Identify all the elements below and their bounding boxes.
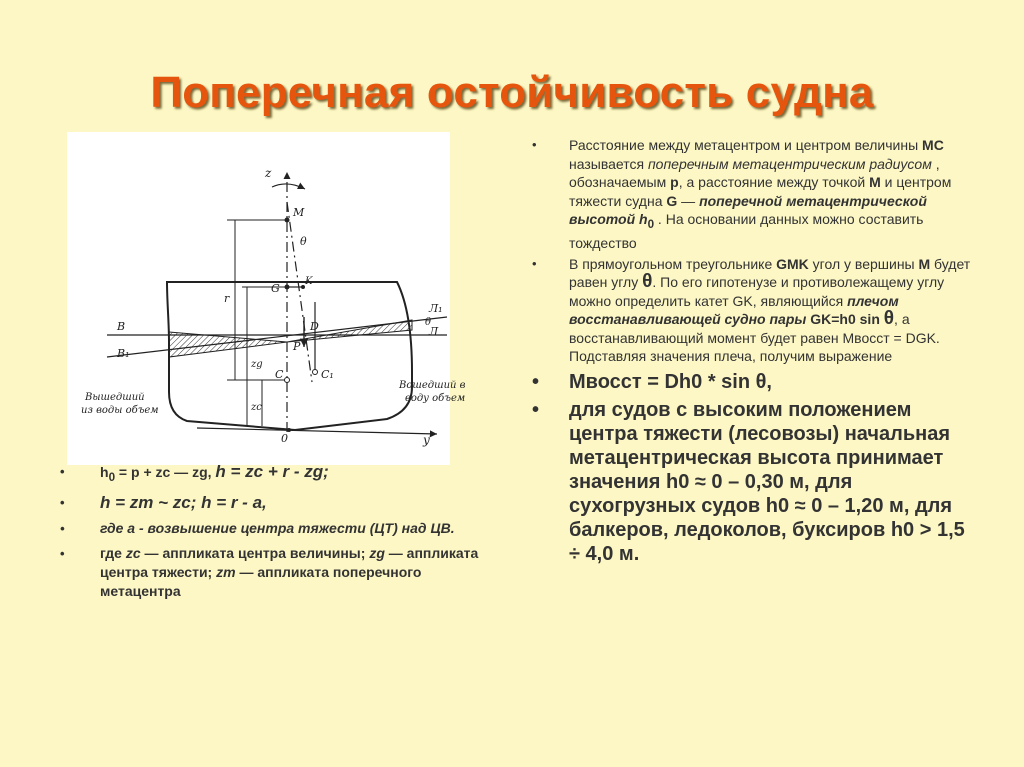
label-out-2: из воды объем [81, 405, 159, 416]
bullet-icon: • [60, 494, 65, 510]
point-C1 [313, 370, 318, 375]
label-zc: zc [251, 402, 262, 413]
left-item-4: • где zc — аппликата центра величины; zg — аппликата центра тяжести; zm — аппликата поперечного метацентра [60, 544, 479, 599]
label-out-1: Вышедший [85, 392, 145, 403]
point-M [285, 218, 290, 223]
right-item-4: • для судов с высоким положением центра тяжести (лесовозы) начальная метацентрическая высота принимает значения h0 ≈ 0 – 0,30 м, для сухогрузных судов h0 ≈ 0 – 1,20 м, для балкеров, ледоколов, буксиров h0 > 1,5 ÷ 4,0 м. [532, 398, 965, 565]
label-theta: θ [300, 235, 307, 248]
bullet-icon: • [60, 464, 65, 479]
bullet-icon: • [532, 398, 540, 421]
bullet-icon: • [60, 545, 65, 561]
label-K: K [305, 276, 313, 287]
left-item-2: • h = zm ~ zc; h = r - a, [60, 492, 267, 512]
left-formula-list [60, 462, 480, 607]
label-G: G [271, 282, 280, 295]
heel-arc [272, 184, 305, 189]
bullet-icon: • [532, 370, 540, 393]
label-in-1: Вошедший в [399, 380, 466, 391]
inclined-axis [287, 202, 312, 382]
label-C: C [275, 368, 284, 381]
point-C [285, 378, 290, 383]
label-y: y [423, 433, 430, 447]
formula-h: h = zc + r - zg; [215, 462, 329, 481]
stability-diagram [67, 132, 466, 465]
left-item-1: • $h_0 = р$ + zс — zg, h = zc + r - zg; [60, 462, 329, 484]
bullet-icon: • [532, 255, 537, 271]
slide-title: Поперечная остойчивость судна [150, 68, 874, 117]
right-item-2: • В прямоугольном треугольнике GMK угол у вершины М будет равен углу θ. По его гипотенузе и противолежащему углу можно определить катет GK, являющийся плечом восстанавливающей судно пары GK=h0 sin θ, а восстанавливающий момент будет равен Мвосст = DGK. Подставляя значения плеча, получим выражение [532, 255, 971, 365]
label-z: z [265, 166, 272, 180]
label-P: P [293, 340, 301, 353]
label-D: D [310, 320, 319, 333]
point-G [285, 285, 290, 290]
emerged-wedge [169, 332, 287, 357]
hull-outline [167, 282, 412, 430]
label-B1: B₁ [117, 347, 130, 360]
axis-y [197, 428, 437, 434]
stability-diagram-svg [67, 132, 466, 465]
label-M: M [293, 206, 305, 219]
label-B: B [117, 320, 126, 333]
left-item-3: • где а - возвышение центра тяжести (ЦТ) над ЦВ. [60, 519, 455, 536]
label-L1: Л₁ [429, 302, 443, 315]
bullet-icon: • [532, 137, 537, 152]
label-theta2: θ [425, 317, 432, 328]
label-L: Л [429, 325, 439, 338]
right-item-3: • Мвосст = Dh0 * sin θ, [532, 370, 772, 393]
bullet-icon: • [60, 520, 65, 536]
label-in-2: воду объем [405, 393, 466, 404]
label-r: r [224, 292, 230, 305]
waterline-B1 [107, 317, 447, 357]
right-item-1: • Расстояние между метацентром и центром величины МС называется поперечным метацентрическим радиусом , обозначаемым р, а расстояние между точкой М и центром тяжести судна G — поперечной метацентрической высотой $h_0$ . На основании данных можно составить тождество [532, 137, 952, 252]
label-O: 0 [281, 432, 288, 445]
right-text-list [532, 136, 972, 566]
label-C1: C₁ [321, 368, 334, 381]
label-zg: zg [251, 359, 263, 370]
